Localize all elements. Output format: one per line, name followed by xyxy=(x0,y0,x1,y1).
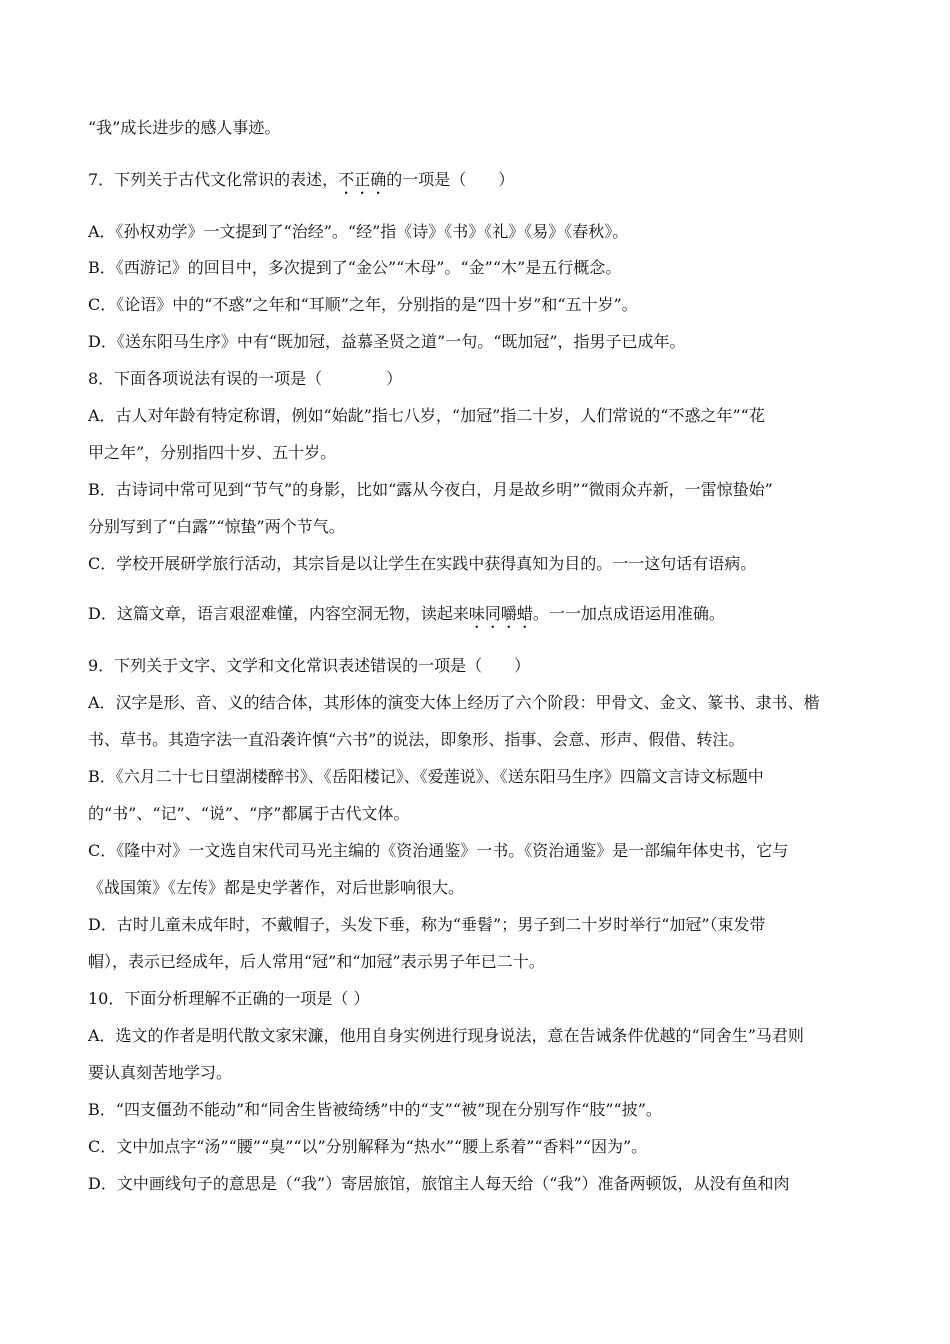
q10-option-a-line-1: A．选文的作者是明代散文家宋濂，他用自身实例进行现身说法，意在告诫条件优越的“同舍生”马君则 xyxy=(88,1026,804,1045)
q8-option-b-line-1: B．古诗词中常可见到“节气”的身影，比如“露从今夜白，月是故乡明”“微雨众卉新，一雷惊蛰始” xyxy=(88,480,773,499)
q9-option-b-line-2: 的“书”、“记”、“说”、“序”都属于古代文体。 xyxy=(88,804,410,823)
q9-option-b-line-1: B．《六月二十七日望湖楼醉书》、《岳阳楼记》、《爱莲说》、《送东阳马生序》四篇文言诗文标题中 xyxy=(88,767,764,786)
q7-emphasis: 不正确 xyxy=(338,170,387,189)
q10-option-c: C．文中加点字“汤”“腰”“臭”“以”分别解释为“热水”“腰上系着”“香料”“因为”。 xyxy=(88,1137,648,1156)
q7-prefix: 7．下列关于古代文化常识的表述， xyxy=(88,170,339,189)
q8d-suffix: 。一一加点成语运用准确。 xyxy=(532,604,725,623)
q9-option-a-line-2: 书、草书。其造字法一直沿袭许慎“六书”的说法，即象形、指事、会意、形声、假借、转注。 xyxy=(88,730,745,749)
q8-option-a-line-1: A．古人对年龄有特定称谓，例如“始龀”指七八岁，“加冠”指二十岁，人们常说的“不惑之年”“花 xyxy=(88,406,765,425)
q9-option-c-line-1: C．《隆中对》一文选自宋代司马光主编的《资治通鉴》一书。《资治通鉴》是一部编年体史书，它与 xyxy=(88,841,789,860)
q7-option-b: B．《西游记》的回目中，多次提到了“金公”“木母”。“金”“木”是五行概念。 xyxy=(88,258,622,277)
q7-option-c: C．《论语》中的“不惑”之年和“耳顺”之年，分别指的是“四十岁”和“五十岁”。 xyxy=(88,295,638,314)
q10-option-a-line-2: 要认真刻苦地学习。 xyxy=(88,1063,233,1082)
q8-option-a-line-2: 甲之年”，分别指四十岁、五十岁。 xyxy=(88,443,337,462)
q8d-emphasis: 味同嚼蜡 xyxy=(468,604,533,623)
q7-suffix: 的一项是（ ） xyxy=(386,170,515,189)
question-9-stem: 9．下列关于文字、文学和文化常识表述错误的一项是（ ） xyxy=(88,656,531,675)
q8-option-d xyxy=(88,604,725,632)
question-7-stem xyxy=(88,170,514,198)
question-8-stem: 8．下面各项说法有误的一项是（ ） xyxy=(88,369,403,388)
q8-option-b-line-2: 分别写到了“白露”“惊蛰”两个节气。 xyxy=(88,517,345,536)
q9-option-a-line-1: A．汉字是形、音、义的结合体，其形体的演变大体上经历了六个阶段：甲骨文、金文、篆书、隶书、楷 xyxy=(88,693,820,712)
q9-option-c-line-2: 《战国策》《左传》都是史学著作，对后世影响很大。 xyxy=(88,878,465,897)
question-10-stem: 10．下面分析理解不正确的一项是（ ） xyxy=(88,989,370,1008)
q7-option-d: D．《送东阳马生序》中有“既加冠，益慕圣贤之道”一句。“既加冠”，指男子已成年。 xyxy=(88,332,686,351)
q10-option-d: D．文中画线句子的意思是（“我”）寄居旅馆，旅馆主人每天给（“我”）准备两顿饭，从没有鱼和肉 xyxy=(88,1174,790,1193)
q10-option-b: B．“四支僵劲不能动”和“同舍生皆被绮绣”中的“支”“被”现在分别写作“肢”“披”。 xyxy=(88,1100,662,1119)
q9-option-d-line-2: 帽），表示已经成年，后人常用“冠”和“加冠”表示男子年已二十。 xyxy=(88,952,545,971)
text-line-1: “我”成长进步的感人事迹。 xyxy=(88,118,281,137)
q9-option-d-line-1: D．古时儿童未成年时，不戴帽子，头发下垂，称为“垂髫”；男子到二十岁时举行“加冠”（束发带 xyxy=(88,915,766,934)
q8d-prefix: D．这篇文章，语言艰涩难懂，内容空洞无物，读起来 xyxy=(88,604,469,623)
q7-option-a: A．《孙权劝学》一文提到了“治经”。“经”指《诗》《书》《礼》《易》《春秋》。 xyxy=(88,222,629,241)
q8-option-c: C．学校开展研学旅行活动，其宗旨是以让学生在实践中获得真知为目的。一一这句话有语病。 xyxy=(88,554,757,573)
